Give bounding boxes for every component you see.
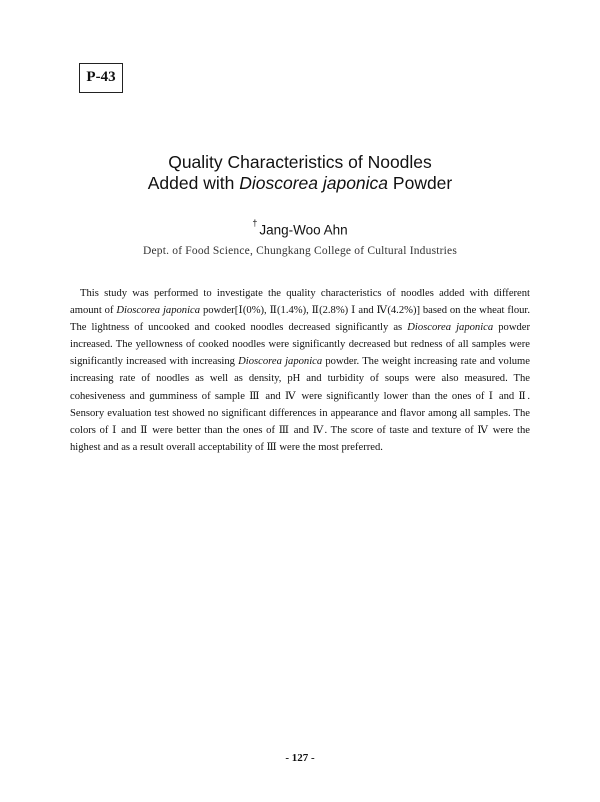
abstract-run: powder[Ⅰ(0%), Ⅱ(1.4%), Ⅱ(2.8%) Ⅰ and Ⅳ(4.2%)] based on the wheat flour. The lightness of uncooked and cooked noodles decreased significantly as	[70, 305, 530, 334]
poster-id-box: P-43	[79, 63, 123, 93]
corresponding-author-mark: †	[252, 218, 258, 228]
abstract-text	[70, 285, 530, 456]
abstract-species-name: Dioscorea japonica	[116, 305, 201, 317]
title-line-2	[0, 173, 600, 194]
abstract-run: powder increased. The yellowness of cooked noodles were significantly decreased but redness of all samples were significantly increased with increasing	[70, 322, 531, 368]
title-line-2-post: Powder	[388, 173, 453, 193]
abstract-species-name: Dioscorea japonica	[238, 356, 323, 368]
author-line	[0, 218, 600, 238]
abstract-run: powder. The weight increasing rate and volume increasing rate of noodles as well as density, pH and turbidity of soups were also measured. The cohesiveness and gumminess of sample Ⅲ and Ⅳ were significantly lower than the ones of Ⅰ and Ⅱ. Sensory evaluation test showed no significant differences in appearance and flavor among all samples. The colors of Ⅰ and Ⅱ were better than the ones of Ⅲ and Ⅳ. The score of taste and texture of Ⅳ were the highest and as a result overall acceptability of Ⅲ were the most preferred.	[70, 356, 530, 453]
affiliation: Dept. of Food Science, Chungkang College of Cultural Industries	[142, 245, 458, 257]
title-line-1: Quality Characteristics of Noodles	[168, 152, 432, 172]
paper-title	[0, 152, 600, 194]
abstract-run: This study was performed to investigate the quality characteristics of noodles added with different amount of	[70, 288, 530, 317]
author-name: Jang-Woo Ahn	[259, 222, 348, 238]
title-species-name: Dioscorea japonica	[239, 173, 389, 193]
abstract-species-name: Dioscorea japonica	[407, 322, 494, 334]
page-number: - 127 -	[285, 752, 315, 764]
title-line-2-pre: Added with	[147, 173, 240, 193]
